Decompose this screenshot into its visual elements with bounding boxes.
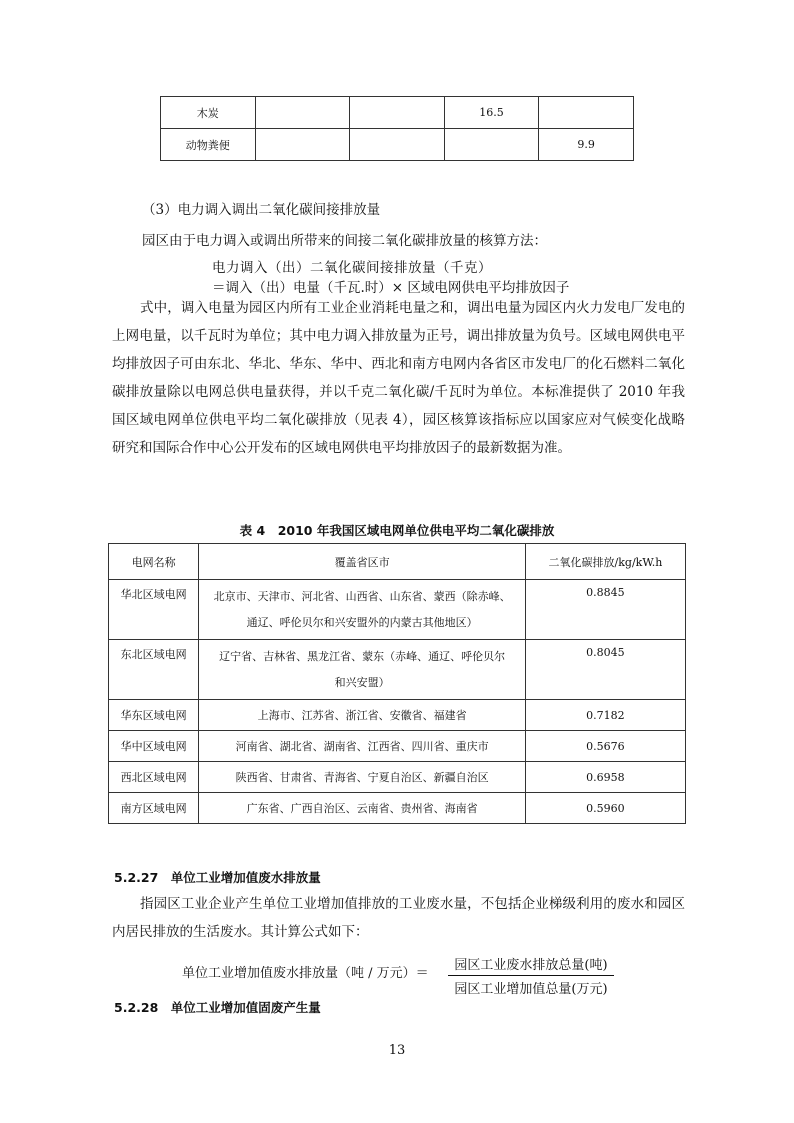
table-cell <box>444 129 539 161</box>
header-value: 二氧化碳排放/kg/kW.h <box>525 544 685 580</box>
numerator: 园区工业废水排放总量(吨) <box>454 958 608 973</box>
table-header-row <box>109 544 686 580</box>
table-cell: 9.9 <box>539 129 634 161</box>
formula-left: 单位工业增加值废水排放量（吨 / 万元）＝ <box>182 966 429 981</box>
table-row <box>109 762 686 793</box>
section-heading-5-2-28: 5.2.28 单位工业增加值固废产生量 <box>114 1000 321 1015</box>
formula-fraction <box>448 954 614 997</box>
table-row <box>109 640 686 700</box>
grid-name: 东北区域电网 <box>109 640 199 700</box>
formula-line-2: ＝调入（出）电量（千瓦.时）× 区域电网供电平均排放因子 <box>212 280 570 296</box>
table-row <box>109 731 686 762</box>
denominator: 园区工业增加值总量(万元) <box>454 982 608 997</box>
table-row <box>109 700 686 731</box>
header-area: 覆盖省区市 <box>199 544 525 580</box>
coverage-line: 辽宁省、吉林省、黑龙江省、蒙东（赤峰、通辽、呼伦贝尔 <box>219 649 506 663</box>
coverage-line: 北京市、天津市、河北省、山西省、山东省、蒙西（除赤峰、 <box>213 589 511 603</box>
coverage-area <box>199 580 525 640</box>
table-row <box>161 97 634 129</box>
grid-name: 南方区域电网 <box>109 793 199 824</box>
coverage-area: 上海市、江苏省、浙江省、安徽省、福建省 <box>199 700 525 731</box>
body-paragraph: 式中，调入电量为园区内所有工业企业消耗电量之和，调出电量为园区内火力发电厂发电的上网电量，以千瓦时为单位；其中电力调入排放量为正号，调出排放量为负号。区域电网供电平均排放因子可由东北、华北、华东、华中、西北和南方电网内各省区市发电厂的化石燃料二氧化碳排放量除以电网总供电量获得，并以千克二氧化碳/千瓦时为单位。本标准提供了 2010 年我国区域电网单位供电平均二氧化碳排放（见表 4），园区核算该指标应以国家应对气候变化战略研究和国际合作中心公开发布的区域电网供电平均排放因子的最新数据为准。 <box>112 300 685 456</box>
emission-value: 0.8045 <box>525 640 685 700</box>
table-cell <box>539 97 634 129</box>
coverage-area: 广东省、广西自治区、云南省、贵州省、海南省 <box>199 793 525 824</box>
formula-line-1: 电力调入（出）二氧化碳间接排放量（千克） <box>212 260 492 276</box>
emission-value: 0.5676 <box>525 731 685 762</box>
section-title: （3）电力调入调出二氧化碳间接排放量 <box>142 202 381 218</box>
grid-emission-table <box>108 543 686 824</box>
coverage-area: 河南省、湖北省、湖南省、江西省、四川省、重庆市 <box>199 731 525 762</box>
grid-name: 华北区域电网 <box>109 580 199 640</box>
coverage-line: 和兴安盟） <box>334 675 390 689</box>
table-row <box>109 580 686 640</box>
emission-value: 0.8845 <box>525 580 685 640</box>
emission-value: 0.6958 <box>525 762 685 793</box>
coverage-line: 通辽、呼伦贝尔和兴安盟外的内蒙古其他地区） <box>246 615 478 629</box>
table-cell <box>350 97 445 129</box>
table-row <box>109 793 686 824</box>
coverage-area: 陕西省、甘肃省、青海省、宁夏自治区、新疆自治区 <box>199 762 525 793</box>
fraction-bar <box>448 975 614 976</box>
fuel-table <box>160 96 634 161</box>
table-cell <box>255 97 350 129</box>
grid-name: 华中区域电网 <box>109 731 199 762</box>
body-paragraph: 指园区工业企业产生单位工业增加值排放的工业废水量，不包括企业梯级利用的废水和园区内居民排放的生活废水。其计算公式如下： <box>112 896 685 940</box>
section-heading-5-2-27: 5.2.27 单位工业增加值废水排放量 <box>114 870 321 885</box>
row-name: 木炭 <box>161 97 256 129</box>
coverage-area <box>199 640 525 700</box>
emission-value: 0.7182 <box>525 700 685 731</box>
table-cell <box>350 129 445 161</box>
intro-text: 园区由于电力调入或调出所带来的间接二氧化碳排放量的核算方法： <box>142 233 547 249</box>
page-number: 13 <box>388 1043 406 1058</box>
row-name: 动物粪便 <box>161 129 256 161</box>
header-grid: 电网名称 <box>109 544 199 580</box>
table-cell <box>255 129 350 161</box>
table-cell: 16.5 <box>444 97 539 129</box>
grid-name: 华东区域电网 <box>109 700 199 731</box>
table-row <box>161 129 634 161</box>
emission-value: 0.5960 <box>525 793 685 824</box>
table-caption: 表 4 2010 年我国区域电网单位供电平均二氧化碳排放 <box>239 523 555 538</box>
grid-name: 西北区域电网 <box>109 762 199 793</box>
